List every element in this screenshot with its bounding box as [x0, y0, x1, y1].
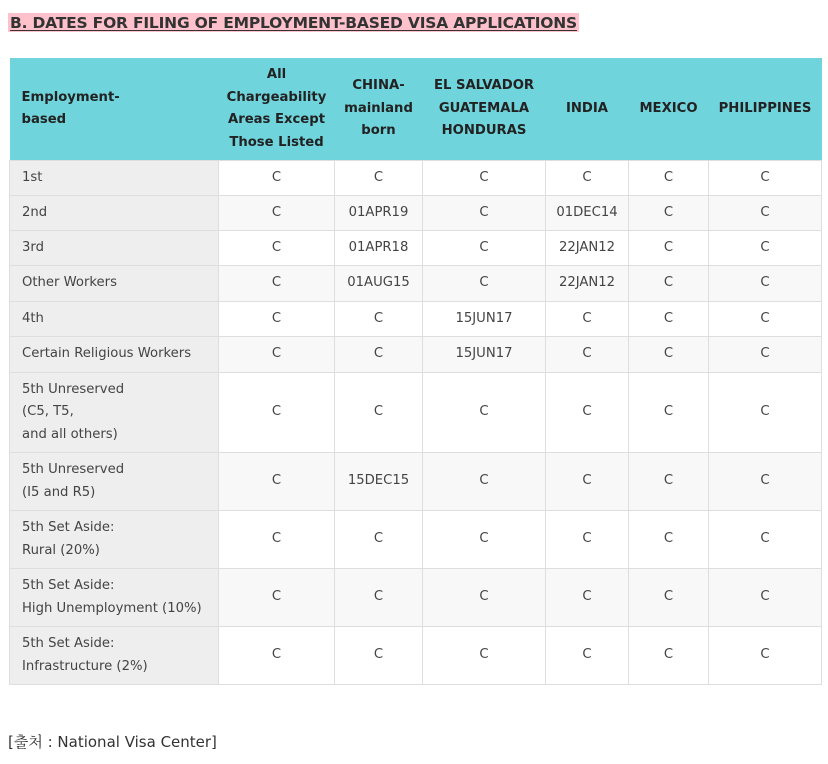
table-cell: C: [546, 337, 629, 373]
table-cell: C: [709, 569, 822, 627]
table-cell: 01APR18: [335, 231, 423, 266]
table-cell: C: [423, 627, 546, 685]
table-cell: C: [219, 453, 335, 511]
source-citation: [출처 : National Visa Center]: [8, 733, 217, 751]
table-row: [10, 302, 822, 337]
table-cell: C: [709, 373, 822, 453]
header-employment-based: Employment- based: [10, 58, 219, 161]
table-cell: C: [629, 373, 709, 453]
table-cell: C: [423, 511, 546, 569]
table-cell: C: [219, 266, 335, 302]
table-cell: C: [335, 337, 423, 373]
table-row: [10, 266, 822, 302]
table-cell: C: [546, 569, 629, 627]
table-cell: C: [423, 231, 546, 266]
column-header: MEXICO: [629, 58, 709, 161]
table-row: [10, 337, 822, 373]
table-row: [10, 569, 822, 627]
table-cell: C: [709, 231, 822, 266]
table-cell: C: [423, 266, 546, 302]
row-category-label: Other Workers: [10, 266, 219, 302]
table-cell: 15JUN17: [423, 337, 546, 373]
table-cell: C: [546, 302, 629, 337]
table-cell: C: [629, 266, 709, 302]
table-cell: C: [629, 453, 709, 511]
table-cell: C: [423, 569, 546, 627]
row-category-label: 5th Unreserved (C5, T5, and all others): [10, 373, 219, 453]
row-category-label: 5th Set Aside: Rural (20%): [10, 511, 219, 569]
table-row: [10, 231, 822, 266]
table-header: [10, 58, 822, 161]
row-category-label: 5th Unreserved (I5 and R5): [10, 453, 219, 511]
column-header: CHINA- mainland born: [335, 58, 423, 161]
table-cell: C: [219, 511, 335, 569]
row-category-label: 5th Set Aside: High Unemployment (10%): [10, 569, 219, 627]
section-heading: B. DATES FOR FILING OF EMPLOYMENT-BASED VISA APPLICATIONS: [10, 14, 578, 32]
section-heading-wrap: [8, 13, 579, 32]
table-cell: C: [219, 231, 335, 266]
table-cell: C: [219, 302, 335, 337]
table-row: [10, 453, 822, 511]
table-cell: C: [219, 337, 335, 373]
table-cell: C: [709, 161, 822, 196]
row-category-label: 4th: [10, 302, 219, 337]
table-cell: C: [629, 511, 709, 569]
table-cell: C: [709, 302, 822, 337]
table-cell: C: [219, 569, 335, 627]
table-cell: 22JAN12: [546, 231, 629, 266]
table-cell: C: [629, 337, 709, 373]
table-cell: C: [709, 196, 822, 231]
table-cell: C: [219, 161, 335, 196]
table-cell: C: [423, 453, 546, 511]
table-cell: C: [423, 196, 546, 231]
row-category-label: 2nd: [10, 196, 219, 231]
column-header: All Chargeability Areas Except Those Listed: [219, 58, 335, 161]
table-cell: 22JAN12: [546, 266, 629, 302]
table-cell: C: [709, 627, 822, 685]
row-category-label: Certain Religious Workers: [10, 337, 219, 373]
table-cell: C: [629, 627, 709, 685]
table-body: [10, 161, 822, 685]
column-header: EL SALVADOR GUATEMALA HONDURAS: [423, 58, 546, 161]
table-cell: C: [629, 569, 709, 627]
table-cell: C: [219, 373, 335, 453]
table-row: [10, 627, 822, 685]
table-row: [10, 161, 822, 196]
table-cell: C: [629, 161, 709, 196]
table-cell: C: [709, 337, 822, 373]
table-cell: C: [219, 196, 335, 231]
table-cell: 01DEC14: [546, 196, 629, 231]
table-cell: C: [335, 302, 423, 337]
table-header-row: [10, 58, 822, 161]
table-cell: C: [546, 627, 629, 685]
table-cell: C: [546, 453, 629, 511]
table-row: [10, 196, 822, 231]
table-cell: C: [335, 373, 423, 453]
table-cell: C: [335, 569, 423, 627]
table-cell: C: [709, 511, 822, 569]
table-cell: C: [335, 627, 423, 685]
table-cell: C: [219, 627, 335, 685]
table-cell: C: [423, 373, 546, 453]
table-cell: 15JUN17: [423, 302, 546, 337]
table-cell: C: [335, 161, 423, 196]
row-category-label: 3rd: [10, 231, 219, 266]
table-cell: 01APR19: [335, 196, 423, 231]
row-category-label: 1st: [10, 161, 219, 196]
table-cell: C: [629, 231, 709, 266]
table-cell: C: [546, 511, 629, 569]
table-cell: 01AUG15: [335, 266, 423, 302]
table-cell: C: [709, 453, 822, 511]
table-cell: C: [709, 266, 822, 302]
table-row: [10, 373, 822, 453]
table-cell: C: [546, 161, 629, 196]
table-cell: C: [423, 161, 546, 196]
row-category-label: 5th Set Aside: Infrastructure (2%): [10, 627, 219, 685]
table-row: [10, 511, 822, 569]
table-cell: C: [335, 511, 423, 569]
column-header: PHILIPPINES: [709, 58, 822, 161]
table-cell: C: [546, 373, 629, 453]
filing-dates-table: [9, 58, 822, 685]
table-cell: C: [629, 196, 709, 231]
column-header: INDIA: [546, 58, 629, 161]
table-cell: 15DEC15: [335, 453, 423, 511]
table-cell: C: [629, 302, 709, 337]
